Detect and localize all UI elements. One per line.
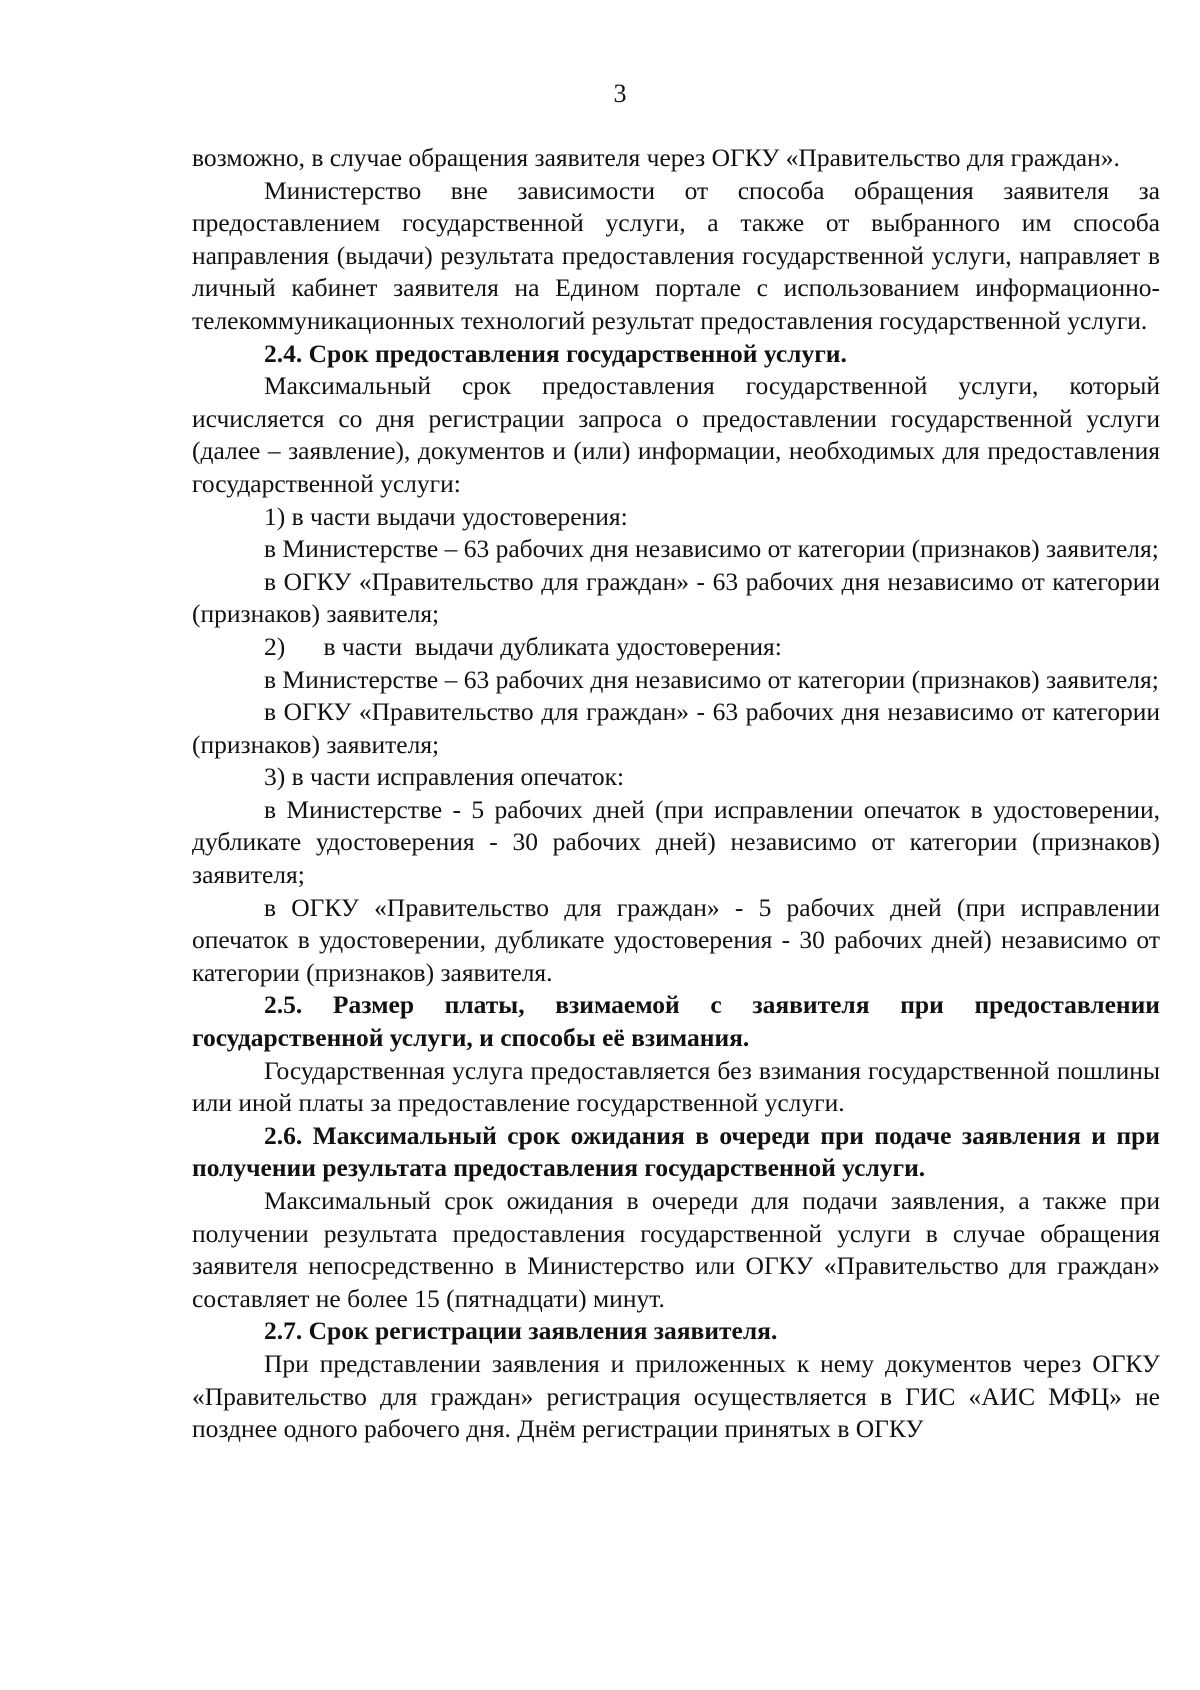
list-item-2: 2) в части выдачи дубликата удостоверения: [264,631,782,661]
paragraph-fee: Государственная услуга предоставляется без взимания государственной пошлины или иной платы за предоставление государственной услуги. [192,1055,1160,1118]
paragraph-ogku-term-3: в ОГКУ «Правительство для граждан» - 5 рабочих дней (при исправлении опечаток в удостоверении, дубликате удостоверения - 30 рабочих дней) независимо от категории (признаков) заявителя. [192,892,1160,987]
paragraph-ministry-term-1: в Министерстве – 63 рабочих дня независимо от категории (признаков) заявителя; [264,534,1159,564]
section-heading-2-7: 2.7. Срок регистрации заявления заявителя. [264,1316,778,1346]
section-heading-2-4: 2.4. Срок предоставления государственной услуги. [264,338,847,368]
paragraph-ogku-term-2: в ОГКУ «Правительство для граждан» - 63 рабочих дня независимо от категории (признаков) заявителя; [192,697,1160,759]
list-item-1: 1) в части выдачи удостоверения: [264,501,628,531]
list-item-3: 3) в части исправления опечаток: [264,762,625,792]
paragraph-ministry-result: Министерство вне зависимости от способа обращения заявителя за предоставлением государственной услуги, а также от выбранного им способа направления (выдачи) результата предоставления государственной услуги, направляет в личный кабинет заявителя на Едином портале с использованием информационно-телекоммуникационных технологий результат предоставления государственной услуги. [192,175,1160,335]
paragraph-ogku-term-1: в ОГКУ «Правительство для граждан» - 63 рабочих дня независимо от категории (признаков) заявителя; [192,566,1160,629]
paragraph-continuation: возможно, в случае обращения заявителя через ОГКУ «Правительство для граждан». [192,143,1120,172]
paragraph-registration: При представлении заявления и приложенных к нему документов через ОГКУ «Правительство для граждан» регистрация осуществляется в ГИС «АИС МФЦ» не позднее одного рабочего дня. Днём регистрации принятых в ОГКУ [192,1348,1160,1444]
paragraph-ministry-term-3: в Министерстве - 5 рабочих дней (при исправлении опечаток в удостоверении, дубликате удостоверения - 30 рабочих дней) независимо от категории (признаков) заявителя; [192,794,1160,890]
page-number: 3 [613,79,627,108]
section-heading-2-6: 2.6. Максимальный срок ожидания в очереди при подаче заявления и при получении результата предоставления государственной услуги. [192,1120,1160,1183]
paragraph-max-term: Максимальный срок предоставления государственной услуги, который исчисляется со дня регистрации запроса о предоставлении государственной услуги (далее – заявление), документов и (или) информации, необходимых для предоставления государственной услуги: [192,371,1160,498]
section-heading-2-5: 2.5. Размер платы, взимаемой с заявителя при предоставлении государственной услуги, и способы её взимания. [192,990,1160,1053]
document-body [192,142,1160,1446]
paragraph-queue-time: Максимальный срок ожидания в очереди для подачи заявления, а также при получении результата предоставления государственной услуги в случае обращения заявителя непосредственно в Министерство или ОГКУ «Правительство для граждан» составляет не более 15 (пятнадцати) минут. [192,1186,1160,1313]
paragraph-ministry-term-2: в Министерстве – 63 рабочих дня независимо от категории (признаков) заявителя; [264,664,1159,694]
